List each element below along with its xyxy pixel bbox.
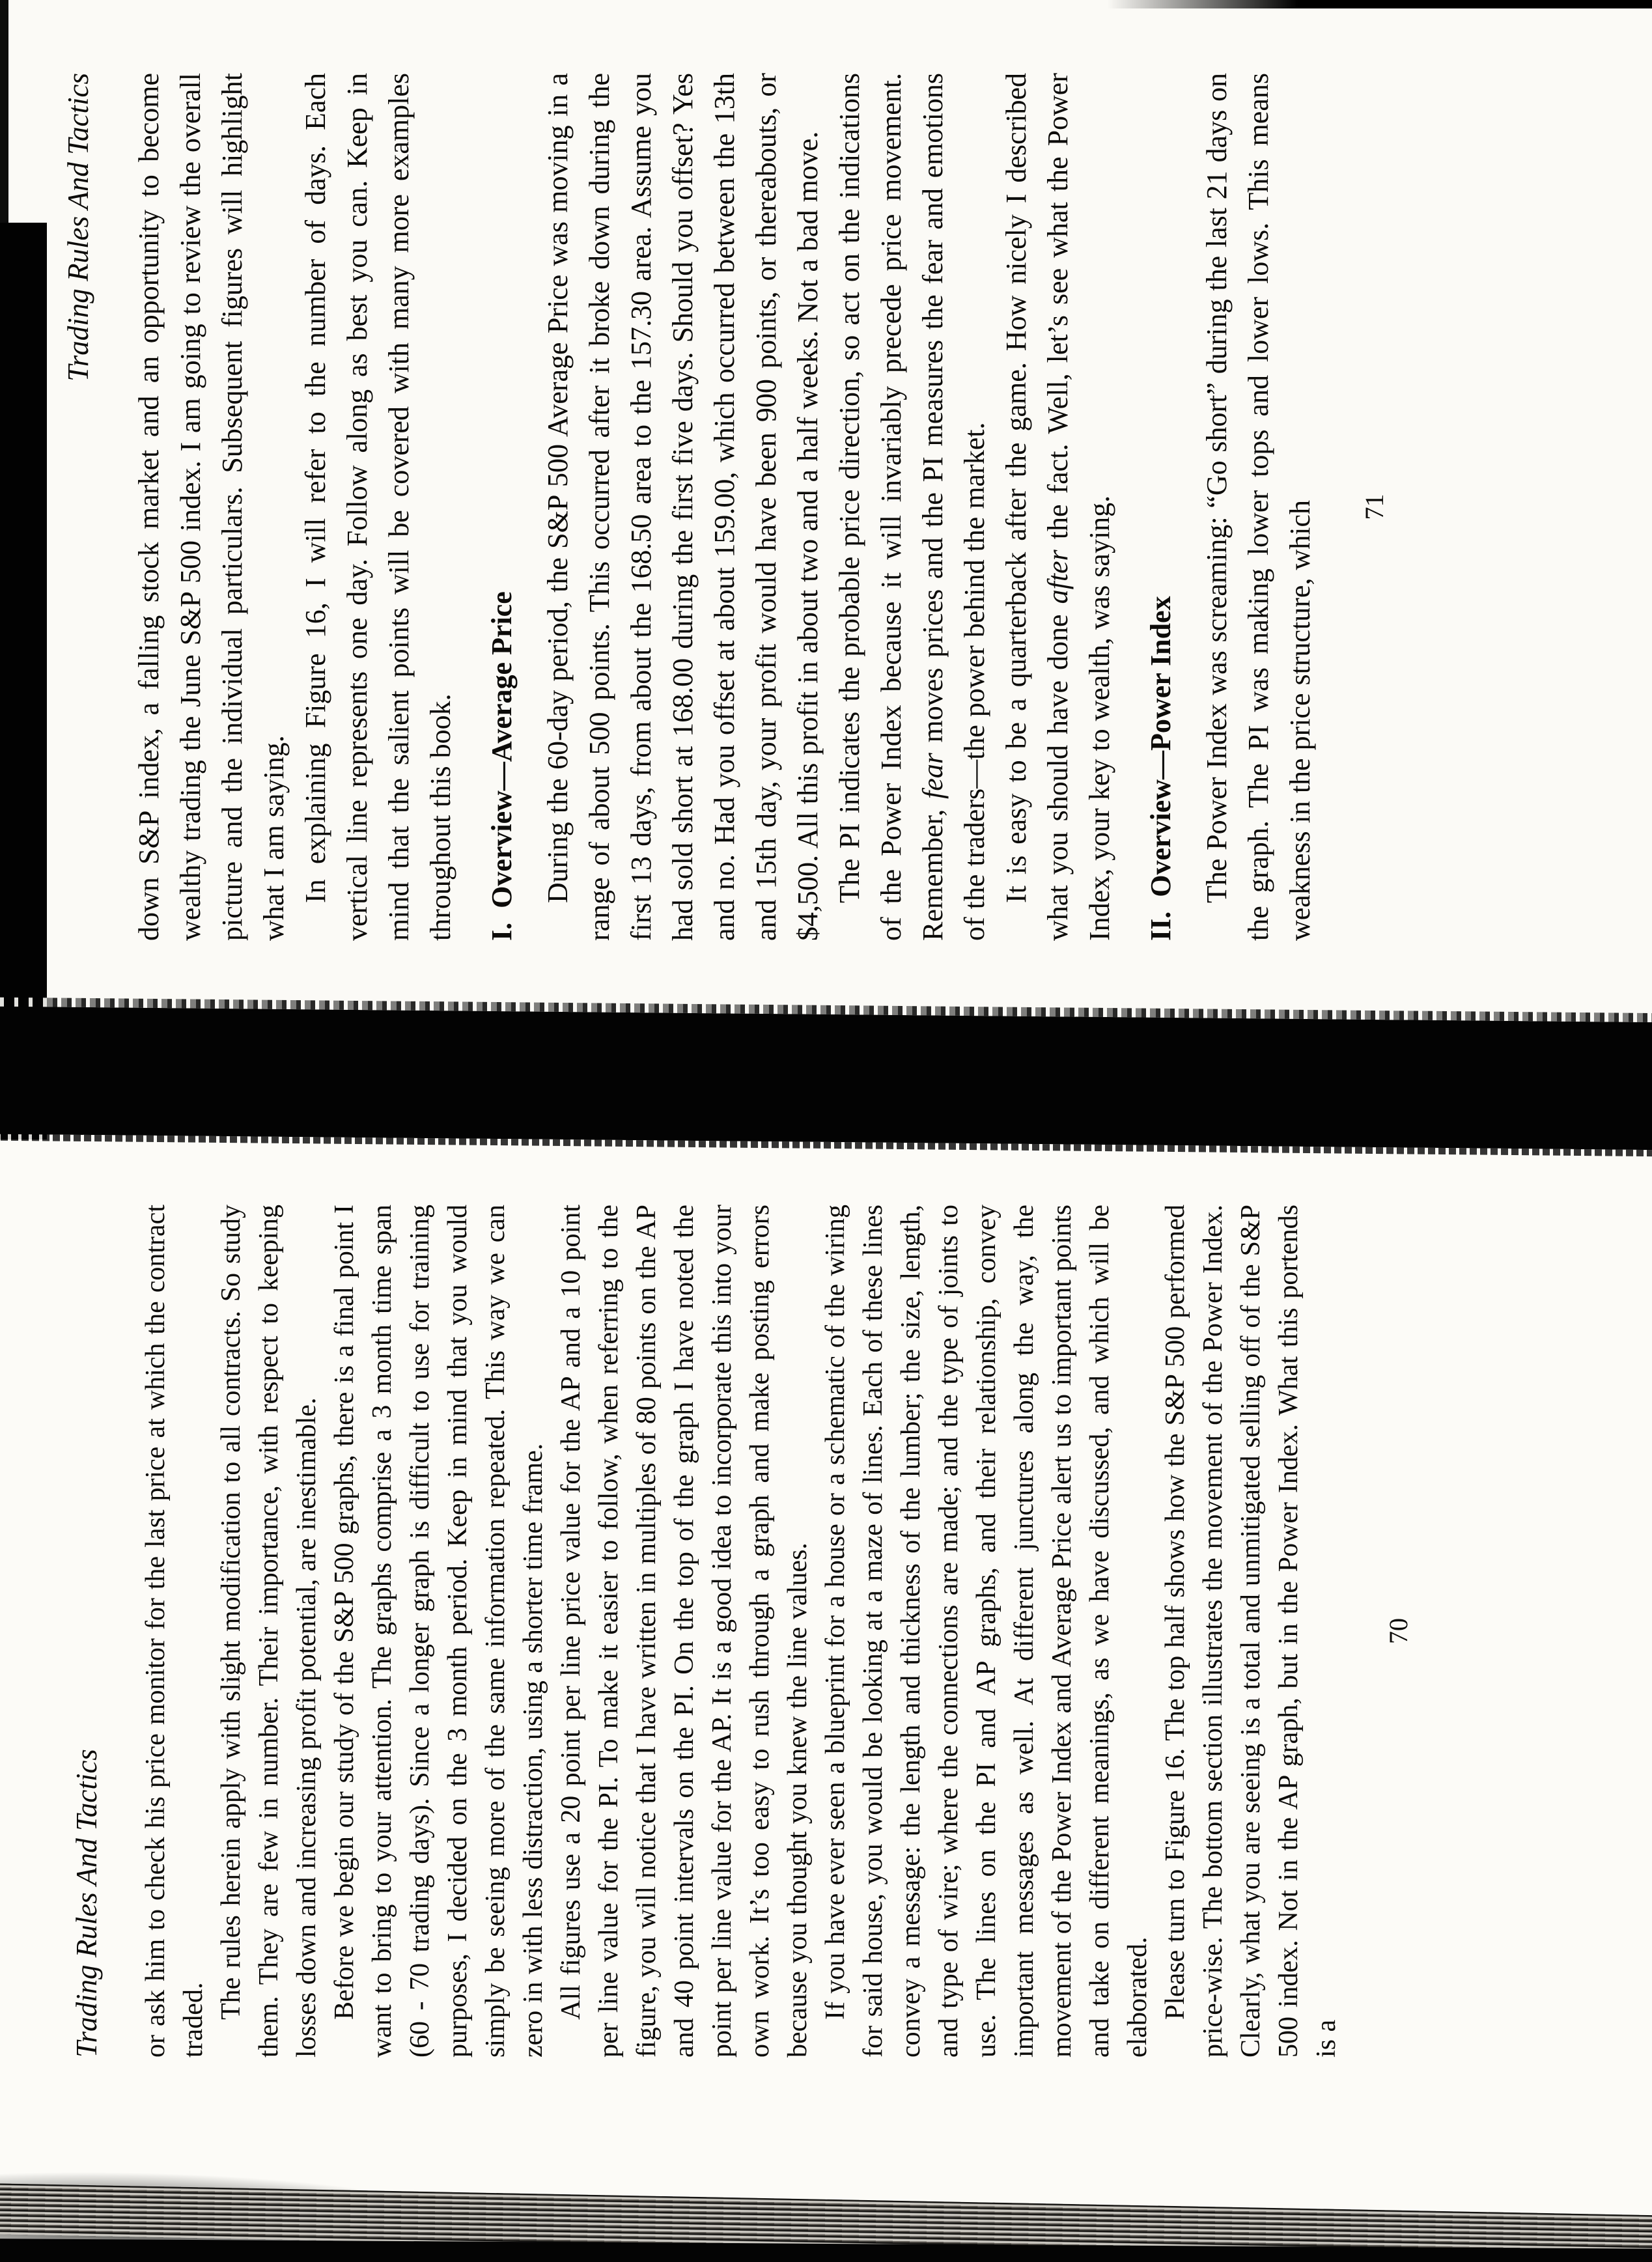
page-71-body bbox=[128, 73, 1321, 941]
page-number: 71 bbox=[1360, 494, 1389, 520]
section-heading: II. Overview—Power Index bbox=[1145, 596, 1177, 941]
body-paragraph: or ask him to check his price monitor for the last price at which the contract traded. bbox=[141, 1205, 208, 2058]
body-paragraph: The Power Index was screaming: “Go short” during the last 21 days on the graph. The PI was making lower tops and lower lows. This means weakness in the price structure, which bbox=[1201, 73, 1316, 941]
body-paragraph: The PI indicates the probable price direction, so act on the indications of the Power Index because it will invariably precede price movement. Remember, fear moves prices and the PI measures the fear and emotions of the traders—the power behind the market. bbox=[833, 73, 990, 941]
body-paragraph: During the 60-day period, the S&P 500 Average Price was moving in a range of about 500 points. This occurred after it broke down during the first 13 days, from about the 168.50 area to the 157.30 area. Assume you had sold short at 168.00 during the first five days. Should you offset? Yes and no. Had you offset at about 159.00, which occurred between the 13th and 15th day, your profit would have been 900 points, or thereabouts, or $4,500. All this profit in about two and a half weeks. Not a bad move. bbox=[542, 73, 824, 941]
page-gutter-scan-band bbox=[0, 1006, 1652, 1150]
page-70-sheet bbox=[0, 1136, 1652, 2262]
section-heading: I. Overview—Average Price bbox=[486, 591, 518, 941]
body-paragraph: If you have ever seen a blueprint for a house or a schematic of the wiring for said house, you would be looking at a maze of lines. Each of these lines convey a message: the length and thickness of the lumber; the size, length, and type of wire; where the connections are made; and the type of joints to use. The lines on the PI and AP graphs, and their relationship, convey important messages as well. At different junctures along the way, the movement of the Power Index and Average Price alert us to important points and take on different meanings, as we have discussed, and which will be elaborated. bbox=[820, 1205, 1153, 2058]
body-paragraph: All figures use a 20 point per line price value for the AP and a 10 point per line value for the PI. To make it easier to follow, when referring to the figure, you will notice that I have written in multiples of 80 points on the AP and 40 point intervals on the PI. On the top of the graph I have noted the point per line value for the AP. It is a good idea to incorporate this into your own work. It’s too easy to rush through a graph and make posting errors because you thought you knew the line values. bbox=[556, 1205, 813, 2058]
running-header: Trading Rules And Tactics bbox=[62, 73, 94, 382]
left-edge-thin-scan-line bbox=[0, 0, 8, 228]
page-70 bbox=[0, 1136, 1652, 2262]
top-edge-scan-line bbox=[1107, 0, 1652, 8]
body-paragraph: Before we begin our study of the S&P 500 graphs, there is a final point I want to bring to your attention. The graphs comprise a 3 month time span (60 - 70 trading days). Since a longer graph is difficult to use for training purposes, I decided on the 3 month period. Keep in mind that you would simply be seeing more of the same information repeated. This way we can zero in with less distraction, using a shorter time frame. bbox=[329, 1205, 548, 2058]
page-70-body bbox=[137, 1205, 1345, 2058]
body-paragraph: It is easy to be a quarterback after the game. How nicely I described what you should have done after the fact. Well, let’s see what the Power Index, your key to wealth, was saying. bbox=[1000, 73, 1115, 941]
body-paragraph: In explaining Figure 16, I will refer to the number of days. Each vertical line represents one day. Follow along as best you can. Keep in mind that the salient points will be covered with many more examples throughout this book. bbox=[300, 73, 456, 941]
body-paragraph: The rules herein apply with slight modification to all contracts. So study them. They are few in number. Their importance, with respect to keeping losses down and increasing profit potential, are inestimable. bbox=[216, 1205, 322, 2058]
page-number: 70 bbox=[1384, 1618, 1413, 1644]
body-paragraph: Please turn to Figure 16. The top half shows how the S&P 500 performed price-wise. The bottom section illustrates the movement of the Power Index. Clearly, what you are seeing is a total and unmitigated selling off of the S&P 500 index. Not in the AP graph, but in the Power Index. What this portends is a bbox=[1160, 1205, 1341, 2058]
body-paragraph: down S&P index, a falling stock market and an opportunity to become wealthy trading the June S&P 500 index. I am going to review the overall picture and the individual particulars. Subsequent figures will highlight what I am saying. bbox=[133, 73, 290, 941]
running-header: Trading Rules And Tactics bbox=[70, 1749, 103, 2058]
